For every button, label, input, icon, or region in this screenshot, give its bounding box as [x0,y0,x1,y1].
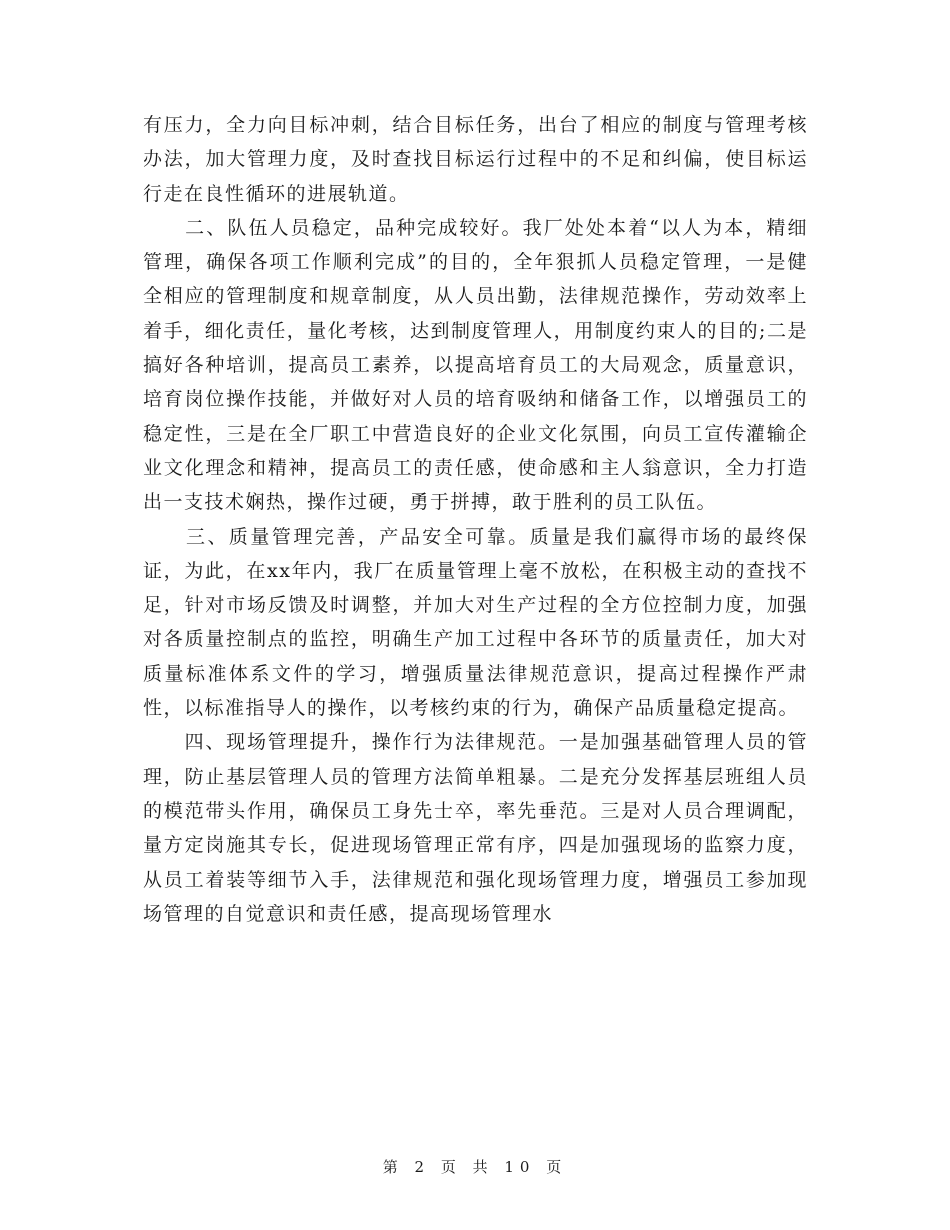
paragraph-continuation: 有压力，全力向目标冲刺，结合目标任务，出台了相应的制度与管理考核办法，加大管理力度，及时查找目标运行过程中的不足和纠偏，使目标运行走在良性循环的进展轨道。 [143,114,808,205]
page-number-footer: 第 2 页 共 10 页 [382,1158,568,1176]
document-body [143,108,808,931]
paragraph-team-stability: 二、队伍人员稳定，品种完成较好。我厂处处本着“以人为本，精细管理，确保各项工作顺利完成”的目的，全年狠抓人员稳定管理，一是健全相应的管理制度和规章制度，从人员出勤，法律规范操作，劳动效率上着手，细化责任，量化考核，达到制度管理人，用制度约束人的目的;二是搞好各种培训，提高员工素养，以提高培育员工的大局观念，质量意识，培育岗位操作技能，并做好对人员的培育吸纳和储备工作，以增强员工的稳定性，三是在全厂职工中营造良好的企业文化氛围，向员工宣传灌输企业文化理念和精神，提高员工的责任感，使命感和主人翁意识，全力打造出一支技术娴热，操作过硬，勇于拼搏，敢于胜利的员工队伍。 [143,216,808,514]
paragraph-quality-management: 三、质量管理完善，产品安全可靠。质量是我们赢得市场的最终保证，为此，在xx年内，我厂在质量管理上毫不放松，在积极主动的查找不足，针对市场反馈及时调整，并加大对生产过程的全方位控制力度，加强对各质量控制点的监控，明确生产加工过程中各环节的质量责任，加大对质量标准体系文件的学习，增强质量法律规范意识，提高过程操作严肃性，以标准指导人的操作，以考核约束的行为，确保产品质量稳定提高。 [143,525,808,720]
paragraph-site-management: 四、现场管理提升，操作行为法律规范。一是加强基础管理人员的管理，防止基层管理人员的管理方法简单粗暴。二是充分发挥基层班组人员的模范带头作用，确保员工身先士卒，率先垂范。三是对人员合理调配，量方定岗施其专长，促进现场管理正常有序，四是加强现场的监察力度，从员工着装等细节入手，法律规范和强化现场管理力度，增强员工参加现场管理的自觉意识和责任感，提高现场管理水 [143,731,808,925]
